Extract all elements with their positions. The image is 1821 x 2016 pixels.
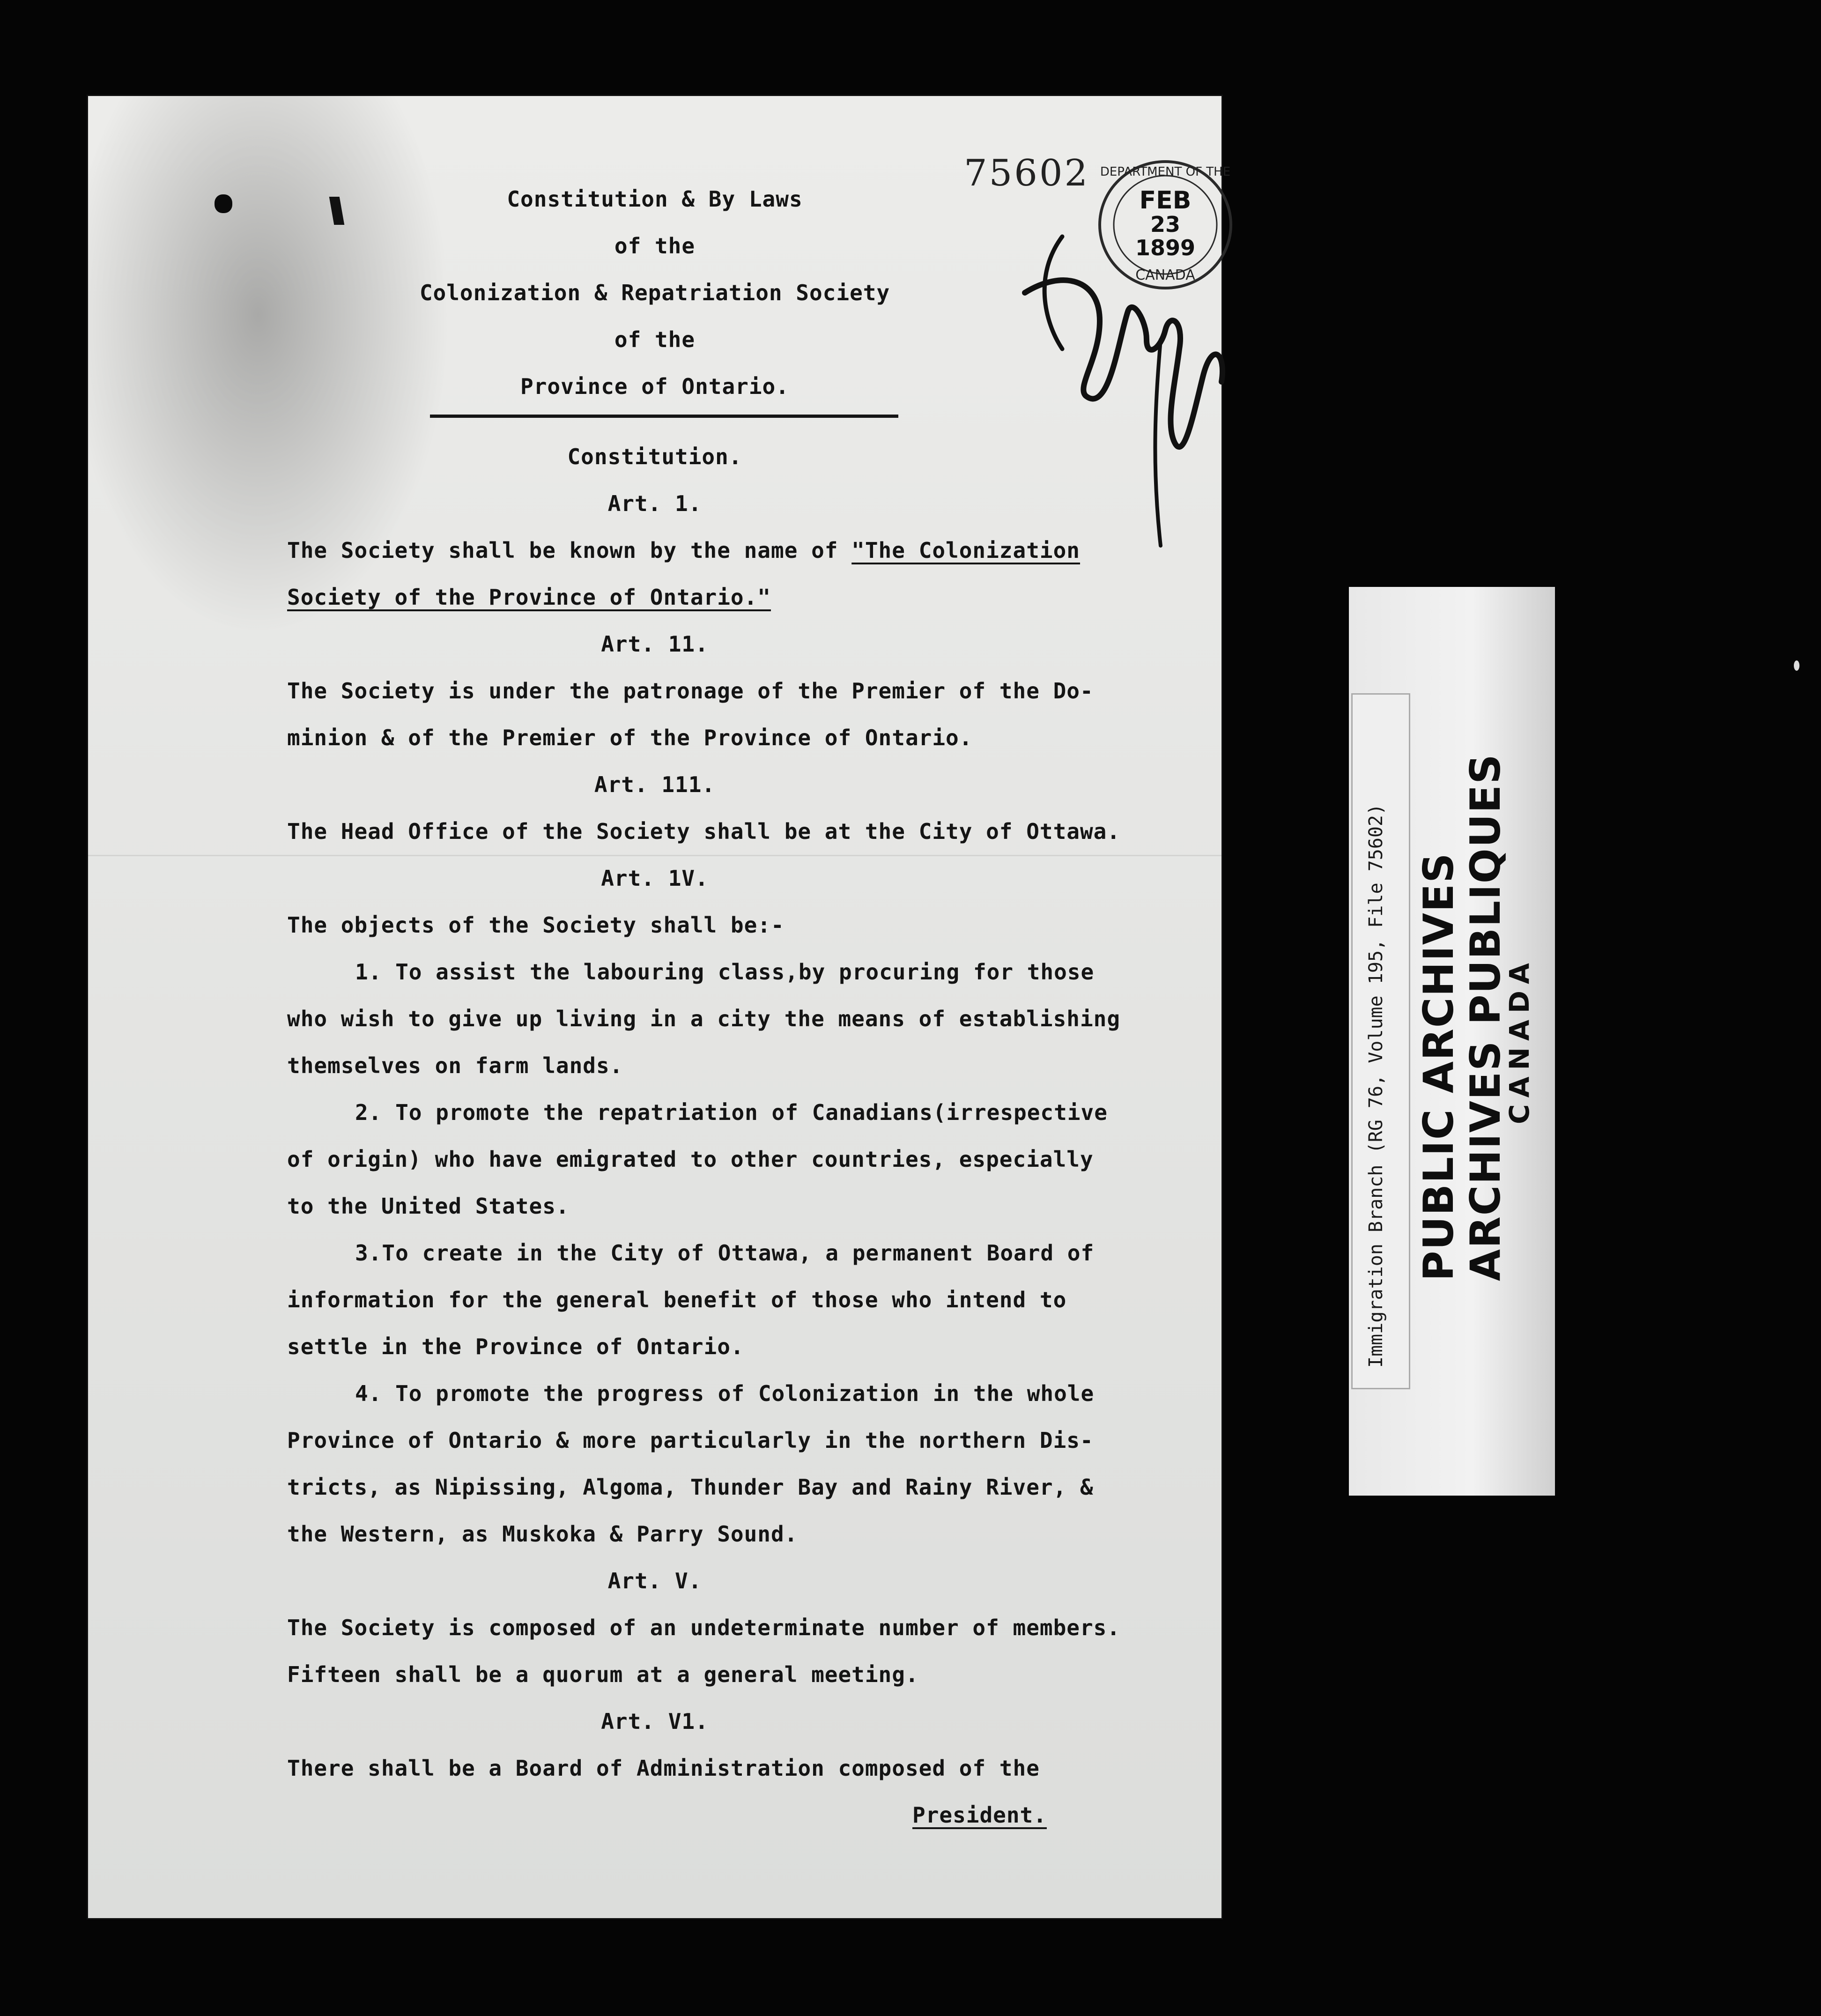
art4-text-10: 4. To promote the progress of Colonization in the whole <box>355 1381 1095 1406</box>
art6-heading: Art. V1. <box>601 1709 709 1734</box>
art4-text-7: 3.To create in the City of Ottawa, a permanent Board of <box>355 1240 1095 1266</box>
art4-text-2: who wish to give up living in a city the means of establishing <box>287 1006 1121 1031</box>
art2-text-1: The Society is under the patronage of the Premier of the Do- <box>287 678 1094 704</box>
archive-label-line-3: CANADA <box>1503 956 1535 1124</box>
art5-text-2: Fifteen shall be a quorum at a general meeting. <box>287 1662 919 1687</box>
art4-text-9: settle in the Province of Ontario. <box>287 1334 744 1359</box>
art4-intro-text: The objects of the Society shall be:- <box>287 912 785 938</box>
art4-text-1: 1. To assist the labouring class,by procuring for those <box>355 959 1095 985</box>
art5-text-1: The Society is composed of an undeterminate number of members. <box>287 1615 1121 1640</box>
stamp-top-text: DEPARTMENT OF THE <box>1100 165 1231 179</box>
art4-text-3: themselves on farm lands. <box>287 1053 623 1078</box>
art6-text-1: There shall be a Board of Administration composed of the <box>287 1756 1040 1781</box>
dust-speck <box>1794 660 1799 671</box>
stamp-bottom-text: CANADA <box>1135 267 1195 283</box>
title-line-5: Province of Ontario. <box>520 374 789 399</box>
art4-heading: Art. 1V. <box>601 866 709 891</box>
art4-text-11: Province of Ontario & more particularly in the northern Dis- <box>287 1428 1094 1453</box>
title-line-4: of the <box>614 327 696 352</box>
title-line-1: Constitution & By Laws <box>507 186 803 212</box>
stamp-year: 1899 <box>1135 235 1196 260</box>
art3-heading: Art. 111. <box>594 772 716 797</box>
art4-text-12: tricts, as Nipissing, Algoma, Thunder Bay and Rainy River, & <box>287 1475 1094 1500</box>
document-page <box>88 96 1231 1918</box>
art3-text-1: The Head Office of the Society shall be at the City of Ottawa. <box>287 819 1121 844</box>
section-heading: Constitution. <box>567 444 742 469</box>
art2-heading: Art. 11. <box>601 631 709 657</box>
stamp-month: FEB <box>1139 186 1192 215</box>
archive-label-line-1: PUBLIC ARCHIVES <box>1414 852 1463 1281</box>
title-rule <box>430 415 898 418</box>
archive-reference: Immigration Branch (RG 76, Volume 195, File 75602) <box>1365 803 1387 1368</box>
art4-text-8: information for the general benefit of those who intend to <box>287 1287 1067 1312</box>
art4-text-5: of origin) who have emigrated to other countries, especially <box>287 1147 1094 1172</box>
art2-text-2: minion & of the Premier of the Province of Ontario. <box>287 725 973 750</box>
title-line-3: Colonization & Repatriation Society <box>419 280 890 305</box>
file-number: 75602 <box>964 152 1090 194</box>
art1-society-name-part1: "The Colonization <box>851 538 1080 563</box>
catchword-president: President. <box>912 1802 1047 1828</box>
art1-society-name-part2: Society of the Province of Ontario." <box>287 585 771 610</box>
title-line-2: of the <box>614 233 696 259</box>
art5-heading: Art. V. <box>607 1568 702 1594</box>
art4-text-4: 2. To promote the repatriation of Canadians(irrespective <box>355 1100 1108 1125</box>
art1-heading: Art. 1. <box>607 491 702 516</box>
art4-text-6: to the United States. <box>287 1193 570 1219</box>
stamp-day: 23 <box>1150 212 1181 237</box>
archive-label-line-2: ARCHIVES PUBLIQUES <box>1461 753 1510 1281</box>
art1-line1-text: The Society shall be known by the name of <box>287 538 852 563</box>
art4-text-13: the Western, as Muskoka & Parry Sound. <box>287 1521 798 1547</box>
